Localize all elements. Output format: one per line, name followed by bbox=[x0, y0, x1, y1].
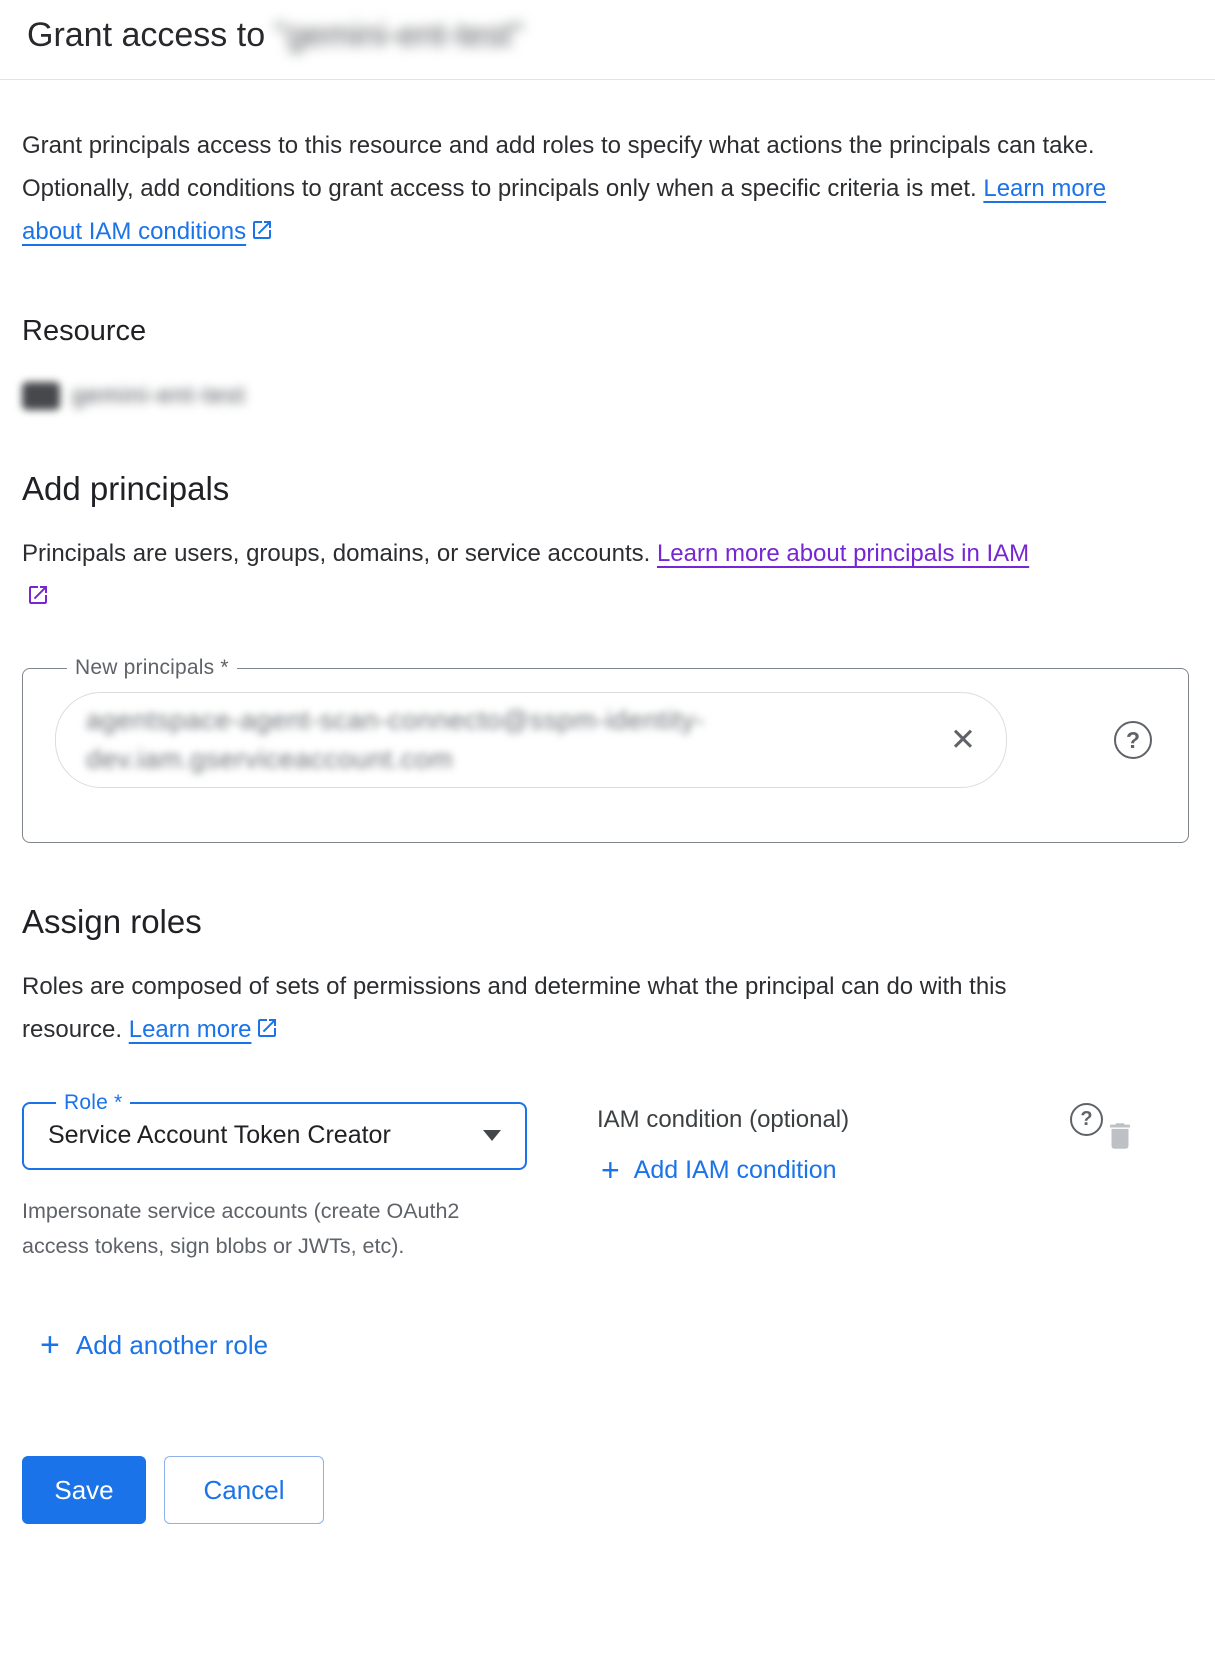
role-column bbox=[22, 1091, 527, 1264]
role-value-row[interactable] bbox=[48, 1117, 501, 1150]
plus-icon: + bbox=[40, 1326, 60, 1364]
learn-more-principals-label[interactable]: Learn more about principals in IAM bbox=[656, 540, 1030, 567]
resource-type-icon bbox=[22, 382, 60, 410]
help-icon[interactable]: ? bbox=[1114, 721, 1152, 759]
trash-icon bbox=[1103, 1143, 1137, 1158]
external-link-icon bbox=[255, 1011, 279, 1035]
role-select[interactable] bbox=[22, 1091, 527, 1170]
iam-condition-column bbox=[597, 1091, 1103, 1186]
intro-text bbox=[22, 124, 1107, 253]
dialog-header bbox=[0, 0, 1215, 80]
role-label: Role * bbox=[64, 1091, 123, 1114]
new-principals-field[interactable] bbox=[22, 656, 1189, 843]
new-principals-label: New principals * bbox=[75, 656, 229, 679]
external-link-icon bbox=[250, 213, 274, 237]
add-principals-description bbox=[22, 532, 1052, 618]
add-iam-condition-button[interactable] bbox=[601, 1154, 837, 1186]
role-selected-value: Service Account Token Creator bbox=[48, 1121, 391, 1149]
assign-roles-description-content: Roles are composed of sets of permissions and determine what the principal can do with this resource. bbox=[22, 973, 1007, 1043]
add-iam-condition-label: Add IAM condition bbox=[633, 1155, 837, 1184]
add-another-role-button[interactable] bbox=[40, 1328, 268, 1362]
resource-heading: Resource bbox=[22, 315, 147, 347]
role-row bbox=[22, 1091, 1193, 1264]
page-title-resource-name-blurred: "gemini-ent-test" bbox=[274, 16, 524, 54]
roles-learn-more-link[interactable] bbox=[129, 1016, 280, 1043]
page-title-prefix: Grant access to bbox=[27, 16, 275, 54]
page-title bbox=[27, 16, 1188, 55]
principal-chip-value-blurred: agentspace-agent-scan-connecto@sspm-identity-dev.iam.gserviceaccount.com bbox=[86, 705, 705, 774]
intro-text-content: Grant principals access to this resource and add roles to specify what actions the principals can take. Optionally, add conditions to grant access to principals only when a specific criteria is met. bbox=[22, 132, 1095, 202]
add-another-role-label: Add another role bbox=[75, 1329, 269, 1360]
resource-name-blurred: gemini-ent-test bbox=[72, 382, 246, 409]
role-description: Impersonate service accounts (create OAuth2 access tokens, sign blobs or JWTs, etc). bbox=[22, 1199, 460, 1258]
new-principals-inner bbox=[55, 692, 1152, 788]
resource-row bbox=[22, 382, 1193, 410]
help-icon[interactable]: ? bbox=[1070, 1103, 1103, 1136]
roles-learn-more-label[interactable]: Learn more bbox=[128, 1016, 252, 1043]
external-link-icon bbox=[26, 578, 50, 602]
iam-condition-label: IAM condition (optional) bbox=[597, 1105, 850, 1133]
add-principals-heading: Add principals bbox=[22, 470, 230, 507]
plus-icon: + bbox=[601, 1152, 620, 1188]
close-icon[interactable]: ✕ bbox=[946, 721, 980, 760]
iam-condition-label-row bbox=[597, 1103, 1103, 1136]
add-principals-description-content: Principals are users, groups, domains, or service accounts. bbox=[22, 540, 651, 567]
chevron-down-icon bbox=[483, 1130, 501, 1141]
assign-roles-heading: Assign roles bbox=[22, 903, 202, 940]
dialog-body bbox=[0, 124, 1215, 1560]
learn-more-iam-conditions-label[interactable]: Learn more about IAM conditions bbox=[22, 175, 1107, 245]
assign-roles-description bbox=[22, 965, 1107, 1051]
principal-chip bbox=[55, 692, 1007, 788]
save-button[interactable]: Save bbox=[22, 1456, 146, 1524]
dialog-actions bbox=[22, 1456, 1193, 1560]
cancel-button[interactable]: Cancel bbox=[164, 1456, 324, 1524]
delete-role-button[interactable] bbox=[1103, 1117, 1137, 1158]
